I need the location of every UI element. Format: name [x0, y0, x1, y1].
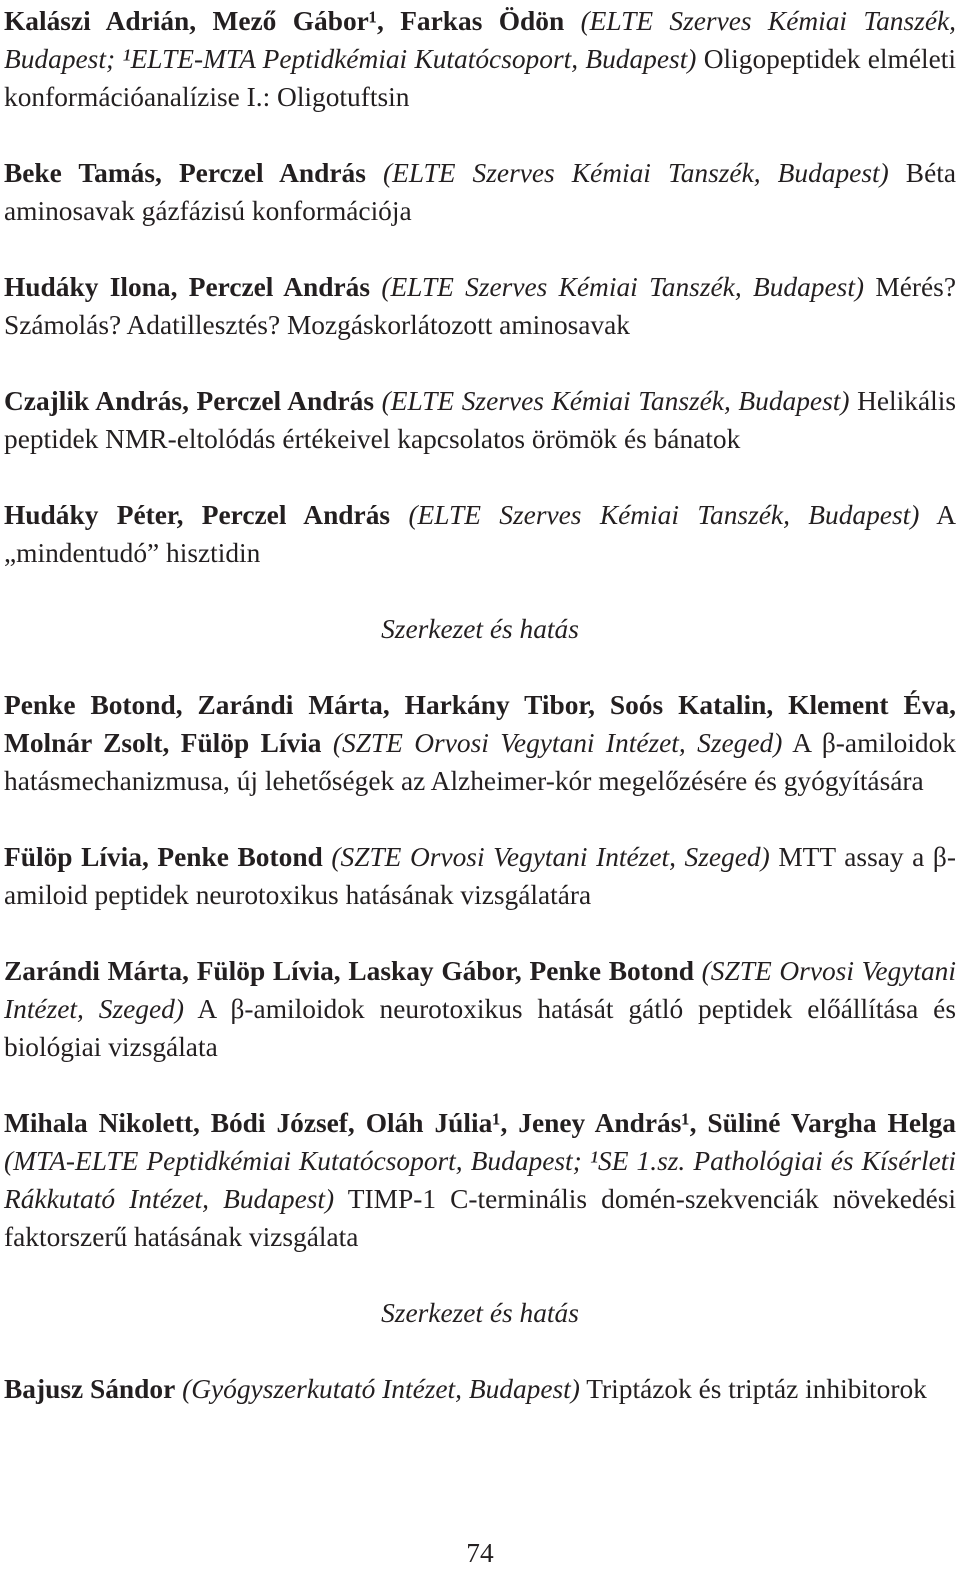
- entry-title: MTT assay a β-amiloid peptidek neurotoxikus hatásának vizsgálatára: [4, 842, 956, 910]
- section-heading: Szerkezet és hatás: [381, 614, 579, 644]
- entry-title: Oligopeptidek elméleti konformációanalízise I.: Oligotuftsin: [4, 44, 956, 112]
- entry-authors: Kalászi Adrián, Mező Gábor¹, Farkas Ödön: [4, 6, 565, 36]
- entry-authors: Fülöp Lívia, Penke Botond: [4, 842, 323, 872]
- entry-authors: Beke Tamás, Perczel András: [4, 158, 366, 188]
- entry-title: A β-amiloidok hatásmechanizmusa, új lehetőségek az Alzheimer-kór megelőzésére és gyógyítására: [4, 728, 956, 796]
- entry-title: Mérés? Számolás? Adatillesztés? Mozgáskorlátozott aminosavak: [4, 272, 956, 340]
- abstract-entry: [4, 952, 956, 1066]
- page-number: 74: [466, 1538, 494, 1568]
- entry-affiliation: (ELTE Szerves Kémiai Tanszék, Budapest): [381, 272, 865, 302]
- abstract-entry: [4, 2, 956, 116]
- entry-authors: Hudáky Péter, Perczel András: [4, 500, 391, 530]
- entry-authors: Penke Botond, Zarándi Márta, Harkány Tibor, Soós Katalin, Klement Éva, Molnár Zsolt, Fülöp Lívia: [4, 690, 956, 758]
- abstract-entry: [4, 382, 956, 458]
- abstract-entry: [4, 686, 956, 800]
- abstract-entry: [4, 154, 956, 230]
- entry-title: Béta aminosavak gázfázisú konformációja: [4, 158, 956, 226]
- entry-authors: Hudáky Ilona, Perczel András: [4, 272, 370, 302]
- entry-affiliation: (MTA-ELTE Peptidkémiai Kutatócsoport, Budapest; ¹SE 1.sz. Pathológiai és Kísérleti Rákkutató Intézet, Budapest): [4, 1146, 956, 1214]
- abstract-entry: [4, 1104, 956, 1256]
- entry-title: TIMP-1 C-terminális domén-szekvenciák növekedési faktorszerű hatásának vizsgálata: [4, 1184, 956, 1252]
- entry-affiliation: (SZTE Orvosi Vegytani Intézet, Szeged): [332, 728, 783, 758]
- entry-affiliation: (ELTE Szerves Kémiai Tanszék, Budapest): [382, 158, 889, 188]
- entry-title: A β-amiloidok neurotoxikus hatását gátló peptidek előállítása és biológiai vizsgálata: [4, 994, 956, 1062]
- entry-authors: Zarándi Márta, Fülöp Lívia, Laskay Gábor, Penke Botond: [4, 956, 694, 986]
- entry-authors: Czajlik András, Perczel András: [4, 386, 375, 416]
- entry-title: Triptázok és triptáz inhibitorok: [586, 1374, 927, 1404]
- entry-affiliation: (ELTE Szerves Kémiai Tanszék, Budapest): [408, 500, 920, 530]
- entry-affiliation: (Gyógyszerkutató Intézet, Budapest): [182, 1374, 580, 1404]
- section-heading: Szerkezet és hatás: [381, 1298, 579, 1328]
- entry-affiliation: (SZTE Orvosi Vegytani Intézet, Szeged): [4, 956, 956, 1024]
- entry-title: A „mindentudó” hisztidin: [4, 500, 957, 568]
- abstract-entry: [4, 268, 956, 344]
- entry-affiliation: (ELTE Szerves Kémiai Tanszék, Budapest; ¹ELTE-MTA Peptidkémiai Kutatócsoport, Budapest): [4, 6, 956, 74]
- abstract-entry: [4, 838, 956, 914]
- entry-affiliation: (ELTE Szerves Kémiai Tanszék, Budapest): [381, 386, 850, 416]
- entry-authors: Mihala Nikolett, Bódi József, Oláh Júlia¹, Jeney András¹, Süliné Vargha Helga: [4, 1108, 956, 1138]
- abstract-entry: [4, 496, 956, 572]
- abstract-entry: [4, 1370, 956, 1408]
- entry-affiliation: (SZTE Orvosi Vegytani Intézet, Szeged): [331, 842, 770, 872]
- entry-authors: Bajusz Sándor: [4, 1374, 176, 1404]
- entry-title: Helikális peptidek NMR-eltolódás értékeivel kapcsolatos örömök és bánatok: [4, 386, 956, 454]
- document-page: [4, 0, 956, 1446]
